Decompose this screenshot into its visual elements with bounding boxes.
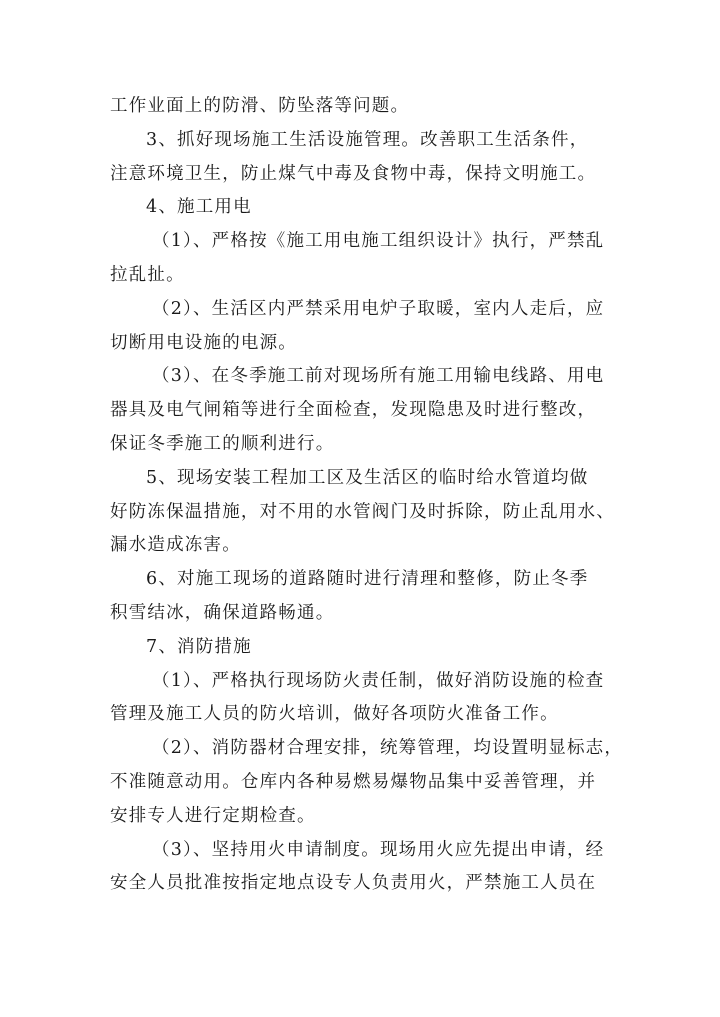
item-7-3-start: （3）、坚持用火申请制度。现场用火应先提出申请，经: [152, 839, 605, 860]
section-6-heading: 6、对施工现场的道路随时进行清理和整修，防止冬季: [146, 569, 589, 590]
document-body: [110, 90, 624, 901]
item-7-2-start: （2）、消防器材合理安排，统筹管理，均设置明显标志，: [152, 738, 624, 759]
section-4-heading: 4、施工用电: [146, 197, 252, 218]
text-line: 好防冻保温措施，对不用的水管阀门及时拆除，防止乱用水、: [110, 501, 615, 522]
text-line: 不准随意动用。仓库内各种易燃易爆物品集中妥善管理，并: [110, 771, 597, 792]
section-3-heading: 3、抓好现场施工生活设施管理。改善职工生活条件，: [146, 129, 589, 150]
item-7-1-start: （1）、严格执行现场防火责任制，做好消防设施的检查: [152, 670, 605, 691]
section-7-heading: 7、消防措施: [146, 636, 252, 657]
text-line: 安排专人进行定期检查。: [110, 805, 316, 826]
item-4-2-start: （2）、生活区内严禁采用电炉子取暖，室内人走后，应: [152, 298, 605, 319]
text-line: 保证冬季施工的顺利进行。: [110, 433, 335, 454]
text-line: 拉乱扯。: [110, 264, 185, 285]
item-4-3-start: （3）、在冬季施工前对现场所有施工用输电线路、用电: [152, 366, 605, 387]
text-line: 安全人员批准按指定地点设专人负责用火，严禁施工人员在: [110, 873, 597, 894]
text-line: 积雪结冰，确保道路畅通。: [110, 602, 335, 623]
text-line: 管理及施工人员的防火培训，做好各项防火准备工作。: [110, 704, 559, 725]
text-line: 器具及电气闸箱等进行全面检查，发现隐患及时进行整改，: [110, 400, 597, 421]
section-5-heading: 5、现场安装工程加工区及生活区的临时给水管道均做: [146, 467, 589, 488]
text-line: 工作业面上的防滑、防坠落等问题。: [110, 96, 410, 116]
text-line: 切断用电设施的电源。: [110, 332, 297, 353]
item-4-1-start: （1）、严格按《施工用电施工组织设计》执行，严禁乱: [152, 231, 605, 252]
text-line: 漏水造成冻害。: [110, 535, 241, 556]
text-line: 注意环境卫生，防止煤气中毒及食物中毒，保持文明施工。: [110, 163, 597, 184]
